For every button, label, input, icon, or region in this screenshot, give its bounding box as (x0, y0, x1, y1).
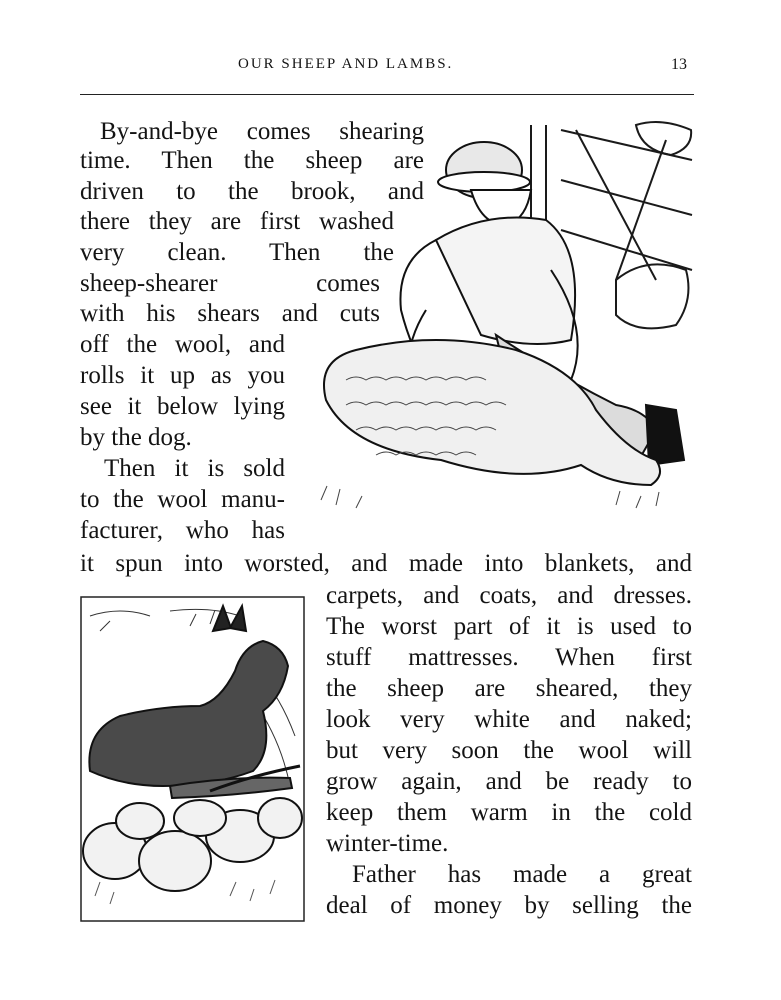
text-line: look very white and naked; (326, 706, 692, 733)
text-line: there they are first washed (80, 208, 394, 235)
text-line: very clean. Then the (80, 239, 394, 266)
text-line: By-and-bye comes shearing (100, 118, 424, 145)
text-line: keep them warm in the cold (326, 799, 692, 826)
text-line: to the wool manu- (80, 486, 285, 513)
text-line: but very soon the wool will (326, 737, 692, 764)
text-line: The worst part of it is used to (326, 613, 692, 640)
text-line: sheep-shearer comes (80, 270, 380, 297)
text-line: time. Then the sheep are (80, 147, 424, 174)
dog-illustration (80, 596, 305, 922)
text-line: carpets, and coats, and dresses. (326, 582, 692, 609)
text-line: deal of money by selling the (326, 892, 692, 919)
text-line: the sheep are sheared, they (326, 675, 692, 702)
page-number: 13 (671, 56, 687, 73)
text-line: Then it is sold (104, 455, 285, 482)
text-line: driven to the brook, and (80, 178, 424, 205)
dog-engraving-icon (80, 596, 305, 922)
header-rule (80, 94, 694, 95)
text-line: rolls it up as you (80, 362, 285, 389)
text-line: with his shears and cuts (80, 300, 380, 327)
text-line: Father has made a great (352, 861, 692, 888)
text-line: facturer, who has (80, 517, 285, 544)
running-title: OUR SHEEP AND LAMBS. (238, 56, 454, 72)
text-line: off the wool, and (80, 331, 285, 358)
text-line: grow again, and be ready to (326, 768, 692, 795)
text-line: by the dog. (80, 424, 192, 451)
text-line: see it below lying (80, 393, 285, 420)
text-line: winter-time. (326, 830, 449, 857)
text-line: stuff mattresses. When first (326, 644, 692, 671)
text-line: it spun into worsted, and made into blankets, and (80, 550, 692, 577)
